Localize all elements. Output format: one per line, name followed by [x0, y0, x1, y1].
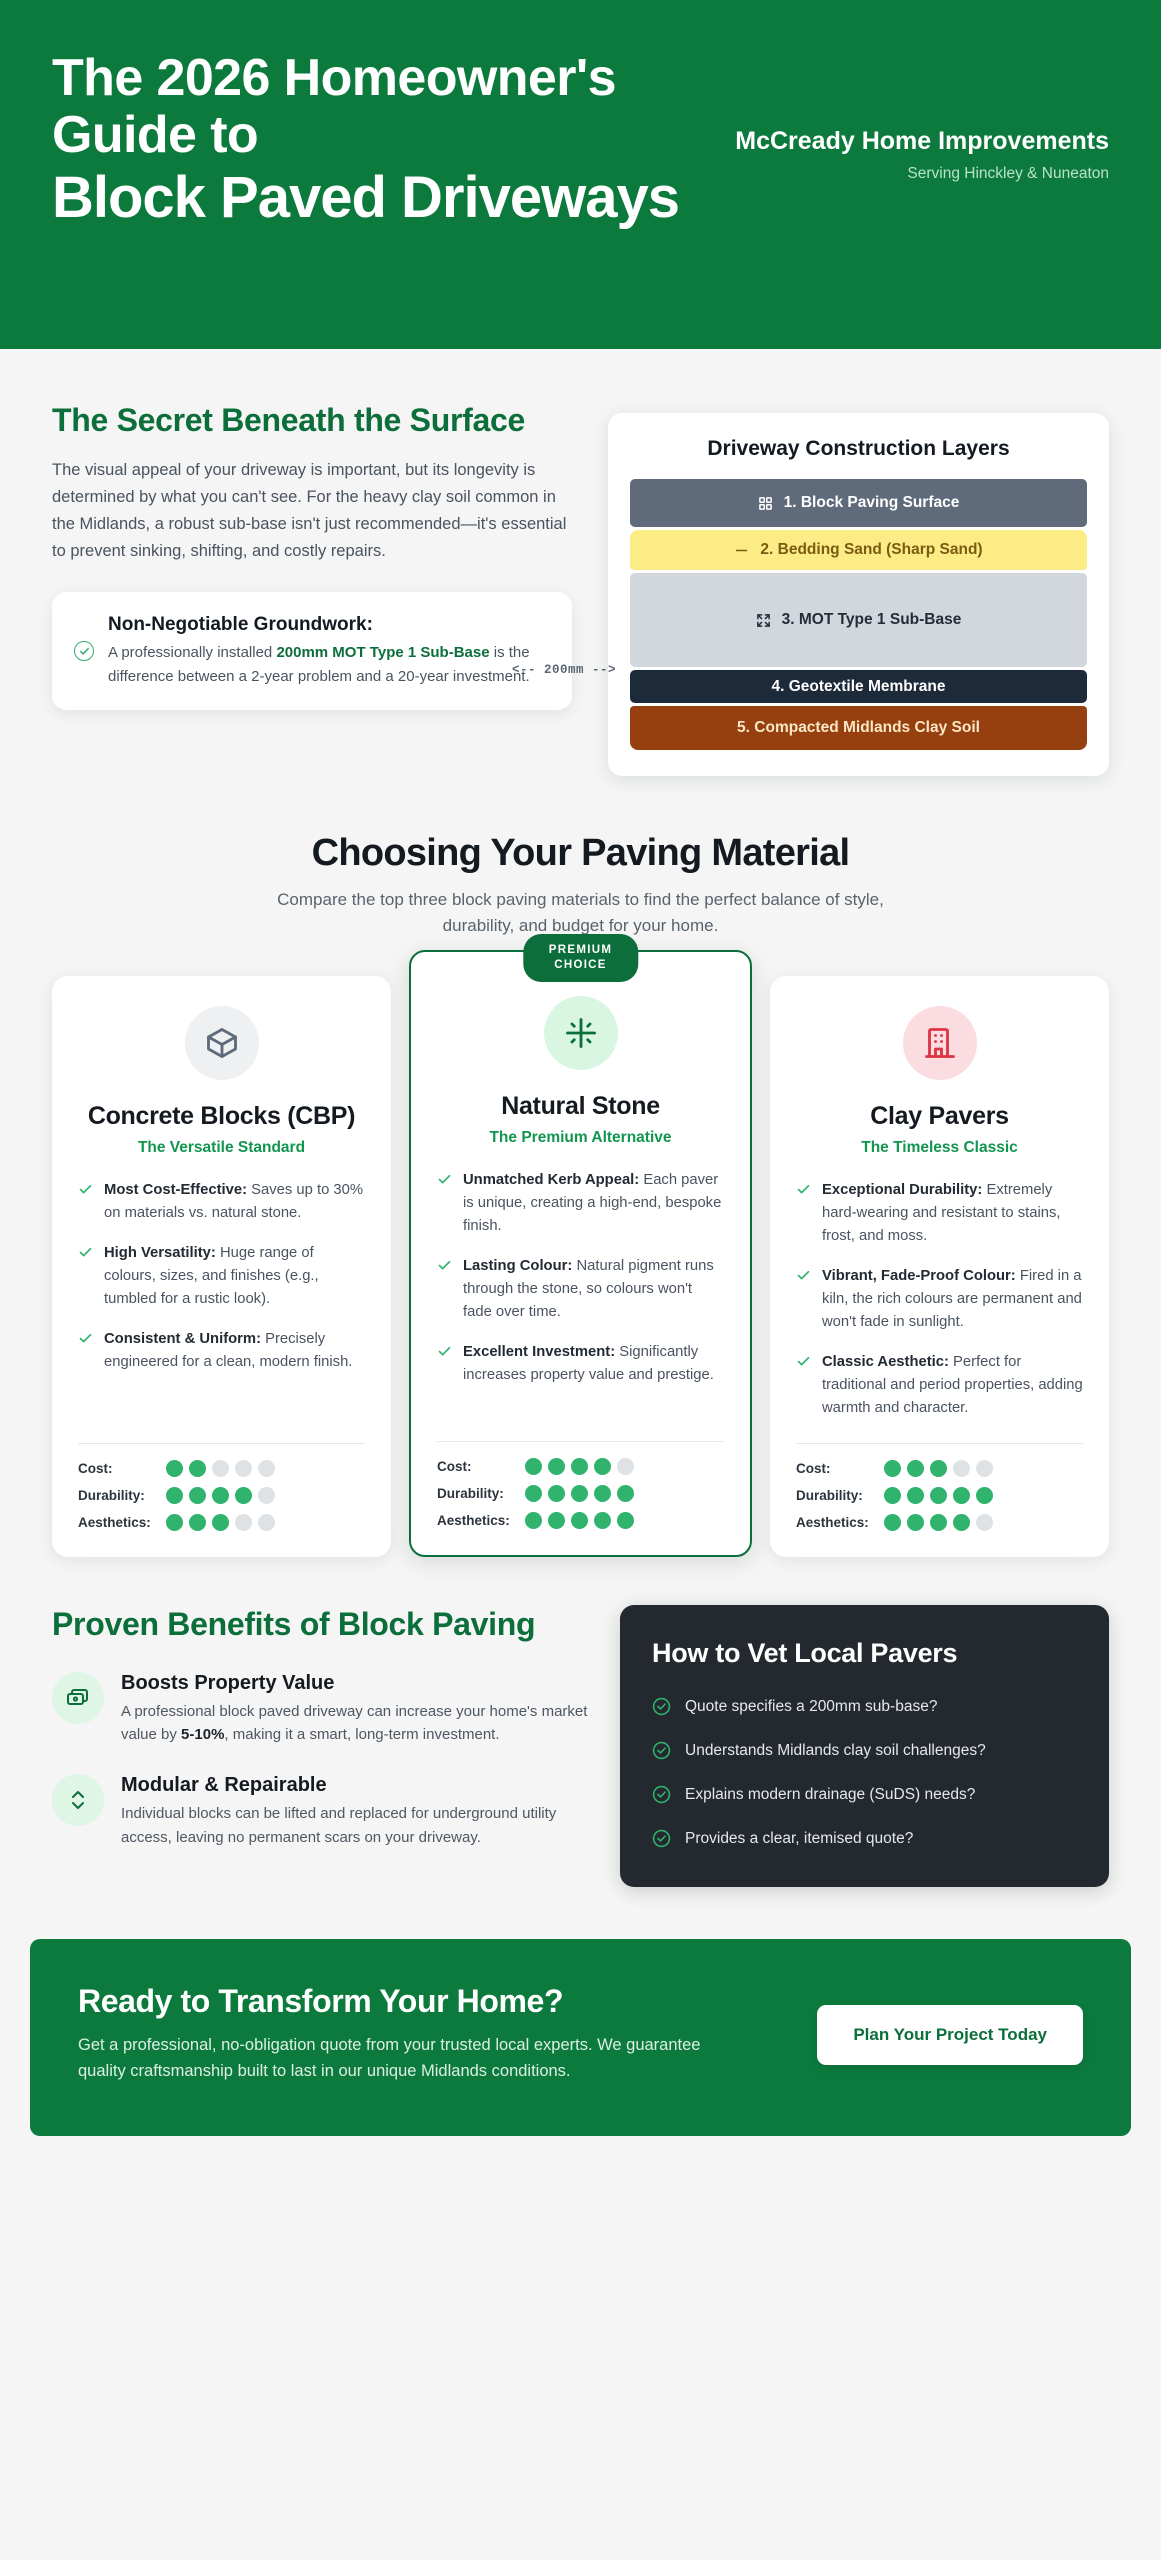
brand-name: McCready Home Improvements — [735, 127, 1109, 155]
material-card-title: Natural Stone — [501, 1092, 660, 1120]
rating-dot — [548, 1458, 565, 1475]
material-feature-list — [437, 1169, 724, 1436]
check-icon — [796, 1179, 811, 1202]
material-card-subtitle: The Versatile Standard — [137, 1138, 306, 1156]
rating-dot — [617, 1458, 634, 1475]
badge-line-1: PREMIUM — [548, 944, 613, 956]
material-feature — [437, 1169, 724, 1238]
material-feature-bold: Unmatched Kerb Appeal: — [463, 1171, 640, 1188]
benefit-text — [121, 1802, 592, 1849]
vet-checklist-item — [652, 1696, 1077, 1721]
groundwork-callout-text — [108, 641, 548, 688]
construction-layer-2 — [630, 530, 1087, 570]
rating-dot — [953, 1514, 970, 1531]
construction-layer-4 — [630, 670, 1087, 703]
cta-text-block — [78, 1983, 718, 2084]
material-feature-text — [104, 1242, 365, 1311]
badge-line-2: CHOICE — [554, 958, 607, 971]
secret-heading: The Secret Beneath the Surface — [52, 402, 525, 438]
construction-layer-1 — [630, 479, 1087, 527]
brand-service-area: Serving Hinckley & Nuneaton — [907, 164, 1109, 182]
vet-checklist-text: Quote specifies a 200mm sub-base? — [685, 1698, 938, 1716]
rating-dot — [907, 1514, 924, 1531]
material-feature-rest: Huge range of colours, sizes, and finishes (e.g., tumbled for a rustic look). — [104, 1244, 319, 1307]
rating-dot — [594, 1512, 611, 1529]
material-ratings — [78, 1443, 365, 1531]
material-feature-rest: Saves up to 30% on materials vs. natural stone. — [104, 1181, 364, 1221]
money-icon — [52, 1672, 104, 1724]
check-icon — [437, 1169, 452, 1192]
rating-dots — [166, 1514, 275, 1531]
grid-icon — [758, 496, 773, 511]
material-feature-rest: Precisely engineered for a clean, modern finish. — [104, 1330, 353, 1370]
material-feature-bold: Excellent Investment: — [463, 1343, 616, 1360]
materials-section — [0, 776, 1161, 1557]
cube-icon — [185, 1006, 259, 1080]
benefit-body — [121, 1774, 592, 1849]
rating-label: Aesthetics: — [437, 1513, 510, 1529]
rating-label: Durability: — [78, 1488, 145, 1504]
material-feature-bold: High Versatility: — [104, 1244, 216, 1261]
construction-layer-label: 3. MOT Type 1 Sub-Base — [781, 611, 962, 628]
rating-dot — [976, 1514, 993, 1531]
rating-dot — [189, 1460, 206, 1477]
benefit-item — [52, 1672, 592, 1747]
secret-text-column — [52, 401, 616, 710]
check-circle-icon — [652, 1740, 671, 1765]
rating-row-aesthetics — [437, 1512, 724, 1529]
construction-layer-label: 5. Compacted Midlands Clay Soil — [737, 719, 980, 736]
vet-checklist-item — [652, 1740, 1077, 1765]
rating-label: Durability: — [796, 1488, 863, 1504]
cta-title: Ready to Transform Your Home? — [78, 1983, 564, 2020]
rating-label: Cost: — [796, 1461, 831, 1477]
check-icon — [78, 1179, 93, 1202]
construction-layer-3 — [630, 573, 1087, 667]
material-feature — [796, 1179, 1083, 1248]
material-feature-rest: Perfect for traditional and period properties, adding warmth and character. — [822, 1353, 1083, 1417]
sparkle-icon — [544, 996, 618, 1070]
minus-icon — [734, 543, 749, 558]
rating-label: Cost: — [437, 1459, 472, 1475]
rating-dot — [571, 1458, 588, 1475]
material-feature — [796, 1265, 1083, 1334]
rating-dot — [884, 1460, 901, 1477]
rating-dot — [548, 1512, 565, 1529]
rating-dot — [258, 1514, 275, 1531]
rating-dot — [189, 1487, 206, 1504]
material-card[interactable] — [409, 944, 752, 1557]
construction-layers-stack — [630, 479, 1087, 750]
groundwork-callout-title: Non-Negotiable Groundwork: — [108, 614, 373, 636]
benefit-title: Modular & Repairable — [121, 1774, 327, 1797]
check-icon — [437, 1341, 452, 1364]
material-feature-rest: Each paver is unique, creating a high-end, bespoke finish. — [463, 1171, 722, 1234]
page-title-emphasis: Block Paved Driveways — [52, 165, 680, 231]
material-feature-rest: Fired in a kiln, the rich colours are permanent and won't fade in sunlight. — [822, 1267, 1082, 1330]
material-feature-bold: Lasting Colour: — [463, 1257, 573, 1274]
material-feature-bold: Vibrant, Fade-Proof Colour: — [822, 1267, 1016, 1284]
material-feature-text — [463, 1255, 724, 1324]
rating-row-cost — [437, 1458, 724, 1475]
benefits-column — [52, 1605, 592, 1849]
construction-layer-5 — [630, 706, 1087, 750]
vet-checklist-text: Provides a clear, itemised quote? — [685, 1830, 914, 1848]
secret-paragraph: The visual appeal of your driveway is important, but its longevity is determined by what you can't see. For the heavy clay soil common in the Midlands, a robust sub-base isn't just recommended—it's essential to prevent sinking, shifting, and costly repairs. — [52, 461, 567, 560]
material-feature-rest: Extremely hard-wearing and resistant to stains, frost, and moss. — [822, 1181, 1061, 1244]
depth-annotation: <-- 200mm --> — [511, 663, 616, 677]
benefits-section — [0, 1557, 1161, 1887]
material-feature — [437, 1341, 724, 1387]
material-feature-bold: Most Cost-Effective: — [104, 1181, 248, 1198]
materials-subheading: Compare the top three block paving materials to find the perfect balance of style, durability, and budget for your home. — [277, 890, 884, 935]
rating-dot — [571, 1512, 588, 1529]
check-circle-icon — [74, 641, 94, 661]
rating-dot — [525, 1485, 542, 1502]
rating-dot — [189, 1514, 206, 1531]
groundwork-callout — [52, 592, 572, 710]
rating-dot — [953, 1487, 970, 1504]
rating-dot — [548, 1485, 565, 1502]
vet-checklist-item — [652, 1784, 1077, 1809]
vet-pavers-panel — [620, 1605, 1109, 1887]
page-title-lead: The 2026 Homeowner's Guide to — [52, 49, 616, 165]
rating-dot — [212, 1487, 229, 1504]
vet-checklist — [652, 1696, 1077, 1853]
rating-dot — [907, 1460, 924, 1477]
material-feature — [78, 1242, 365, 1311]
rating-dot — [976, 1487, 993, 1504]
material-feature-text — [104, 1179, 365, 1225]
check-icon — [796, 1265, 811, 1288]
benefit-text-1: A professional block paved driveway can increase your home's market value by — [121, 1702, 588, 1743]
rating-dots — [525, 1458, 634, 1475]
page-title — [52, 50, 732, 230]
benefits-heading: Proven Benefits of Block Paving — [52, 1606, 536, 1643]
check-icon — [796, 1351, 811, 1374]
rating-dot — [525, 1512, 542, 1529]
hero-header — [0, 0, 1161, 349]
rating-dot — [212, 1460, 229, 1477]
rating-row-cost — [796, 1460, 1083, 1477]
vet-checklist-item — [652, 1828, 1077, 1853]
material-feature — [437, 1255, 724, 1324]
rating-dot — [166, 1514, 183, 1531]
benefit-body — [121, 1672, 592, 1747]
material-feature-bold: Consistent & Uniform: — [104, 1330, 262, 1347]
rating-dots — [166, 1487, 275, 1504]
rating-row-durability — [78, 1487, 365, 1504]
rating-dots — [884, 1514, 993, 1531]
material-card-title: Clay Pavers — [870, 1102, 1009, 1130]
material-feature-text — [463, 1169, 724, 1238]
cta-section — [30, 1939, 1131, 2136]
building-icon — [903, 1006, 977, 1080]
material-card-grid — [0, 938, 1161, 1557]
benefit-text-1: Individual blocks can be lifted and replaced for underground utility access, leaving no permanent scars on your driveway. — [121, 1805, 557, 1846]
rating-dot — [594, 1458, 611, 1475]
rating-dot — [953, 1460, 970, 1477]
rating-dot — [235, 1514, 252, 1531]
vet-checklist-text: Understands Midlands clay soil challenges? — [685, 1742, 986, 1760]
rating-label: Durability: — [437, 1486, 504, 1502]
vet-panel-title: How to Vet Local Pavers — [652, 1638, 958, 1669]
material-ratings — [437, 1441, 724, 1529]
rating-dot — [525, 1458, 542, 1475]
check-icon — [437, 1255, 452, 1278]
rating-dot — [258, 1460, 275, 1477]
updown-arrows-icon — [52, 1774, 104, 1826]
check-icon — [78, 1242, 93, 1265]
rating-dot — [930, 1487, 947, 1504]
construction-layers-title: Driveway Construction Layers — [707, 437, 1010, 460]
hero-title-block — [52, 50, 732, 230]
cta-text: Get a professional, no-obligation quote from your trusted local experts. We guarantee quality craftsmanship built to last in our unique Midlands conditions. — [78, 2036, 701, 2081]
benefit-item — [52, 1774, 592, 1849]
benefit-text — [121, 1700, 592, 1747]
rating-dot — [258, 1487, 275, 1504]
benefit-list — [52, 1672, 592, 1850]
material-feature-rest: Significantly increases property value and prestige. — [463, 1343, 714, 1384]
rating-row-durability — [796, 1487, 1083, 1504]
rating-row-aesthetics — [78, 1514, 365, 1531]
check-circle-icon — [652, 1784, 671, 1809]
rating-dot — [884, 1514, 901, 1531]
construction-layer-label: 2. Bedding Sand (Sharp Sand) — [760, 541, 983, 558]
rating-dot — [907, 1487, 924, 1504]
construction-layer-label: 1. Block Paving Surface — [783, 494, 960, 511]
rating-dot — [884, 1487, 901, 1504]
rating-dot — [571, 1485, 588, 1502]
material-feature-text — [822, 1265, 1083, 1334]
rating-dot — [212, 1514, 229, 1531]
brand-block — [735, 50, 1109, 183]
material-card[interactable] — [52, 976, 391, 1557]
material-feature-list — [796, 1179, 1083, 1438]
construction-layers-card — [608, 413, 1109, 776]
material-feature-list — [78, 1179, 365, 1438]
rating-dot — [617, 1485, 634, 1502]
rating-dots — [525, 1512, 634, 1529]
callout-text-part2: is the difference between a 2-year problem and a 20-year investment. — [108, 644, 530, 685]
material-feature — [78, 1179, 365, 1225]
rating-label: Cost: — [78, 1461, 113, 1477]
material-feature-text — [104, 1328, 365, 1374]
rating-dot — [617, 1512, 634, 1529]
check-circle-icon — [652, 1828, 671, 1853]
materials-heading: Choosing Your Paving Material — [311, 832, 850, 874]
material-feature-text — [463, 1341, 724, 1387]
check-circle-icon — [652, 1696, 671, 1721]
rating-dot — [166, 1460, 183, 1477]
rating-row-cost — [78, 1460, 365, 1477]
rating-dot — [594, 1485, 611, 1502]
rating-dot — [930, 1514, 947, 1531]
material-feature-bold: Exceptional Durability: — [822, 1181, 983, 1198]
material-feature-bold: Classic Aesthetic: — [822, 1353, 949, 1370]
rating-dots — [525, 1485, 634, 1502]
rating-dots — [166, 1460, 275, 1477]
material-feature — [796, 1351, 1083, 1420]
material-feature — [78, 1328, 365, 1374]
check-icon — [78, 1328, 93, 1351]
callout-highlight: 200mm MOT Type 1 Sub-Base — [276, 644, 490, 662]
material-feature-rest: Natural pigment runs through the stone, so colours won't fade over time. — [463, 1257, 714, 1320]
benefit-bold: 5-10% — [181, 1725, 225, 1743]
construction-layer-label: 4. Geotextile Membrane — [771, 677, 946, 695]
material-card-title: Concrete Blocks (CBP) — [87, 1102, 356, 1130]
rating-dot — [235, 1460, 252, 1477]
benefit-title: Boosts Property Value — [121, 1671, 335, 1694]
rating-label: Aesthetics: — [78, 1515, 151, 1531]
secret-section — [0, 349, 1161, 776]
material-ratings — [796, 1443, 1083, 1531]
material-card-subtitle: The Timeless Classic — [861, 1138, 1018, 1156]
premium-choice-badge — [523, 934, 638, 982]
rating-dot — [235, 1487, 252, 1504]
cta-wrapper — [0, 1887, 1161, 2166]
rating-row-durability — [437, 1485, 724, 1502]
rating-row-aesthetics — [796, 1514, 1083, 1531]
expand-icon — [756, 613, 771, 628]
groundwork-callout-body — [108, 614, 548, 688]
rating-dot — [976, 1460, 993, 1477]
vet-checklist-text: Explains modern drainage (SuDS) needs? — [685, 1786, 976, 1804]
material-card[interactable] — [770, 976, 1109, 1557]
rating-dots — [884, 1487, 993, 1504]
material-feature-text — [822, 1179, 1083, 1248]
rating-dot — [166, 1487, 183, 1504]
callout-text-part1: A professionally installed — [108, 644, 277, 662]
rating-dots — [884, 1460, 993, 1477]
material-feature-text — [822, 1351, 1083, 1420]
rating-dot — [930, 1460, 947, 1477]
benefit-text-2: , making it a smart, long-term investment. — [224, 1725, 500, 1743]
material-card-subtitle: The Premium Alternative — [489, 1128, 672, 1146]
plan-project-button[interactable]: Plan Your Project Today — [817, 2005, 1083, 2065]
rating-label: Aesthetics: — [796, 1515, 869, 1531]
